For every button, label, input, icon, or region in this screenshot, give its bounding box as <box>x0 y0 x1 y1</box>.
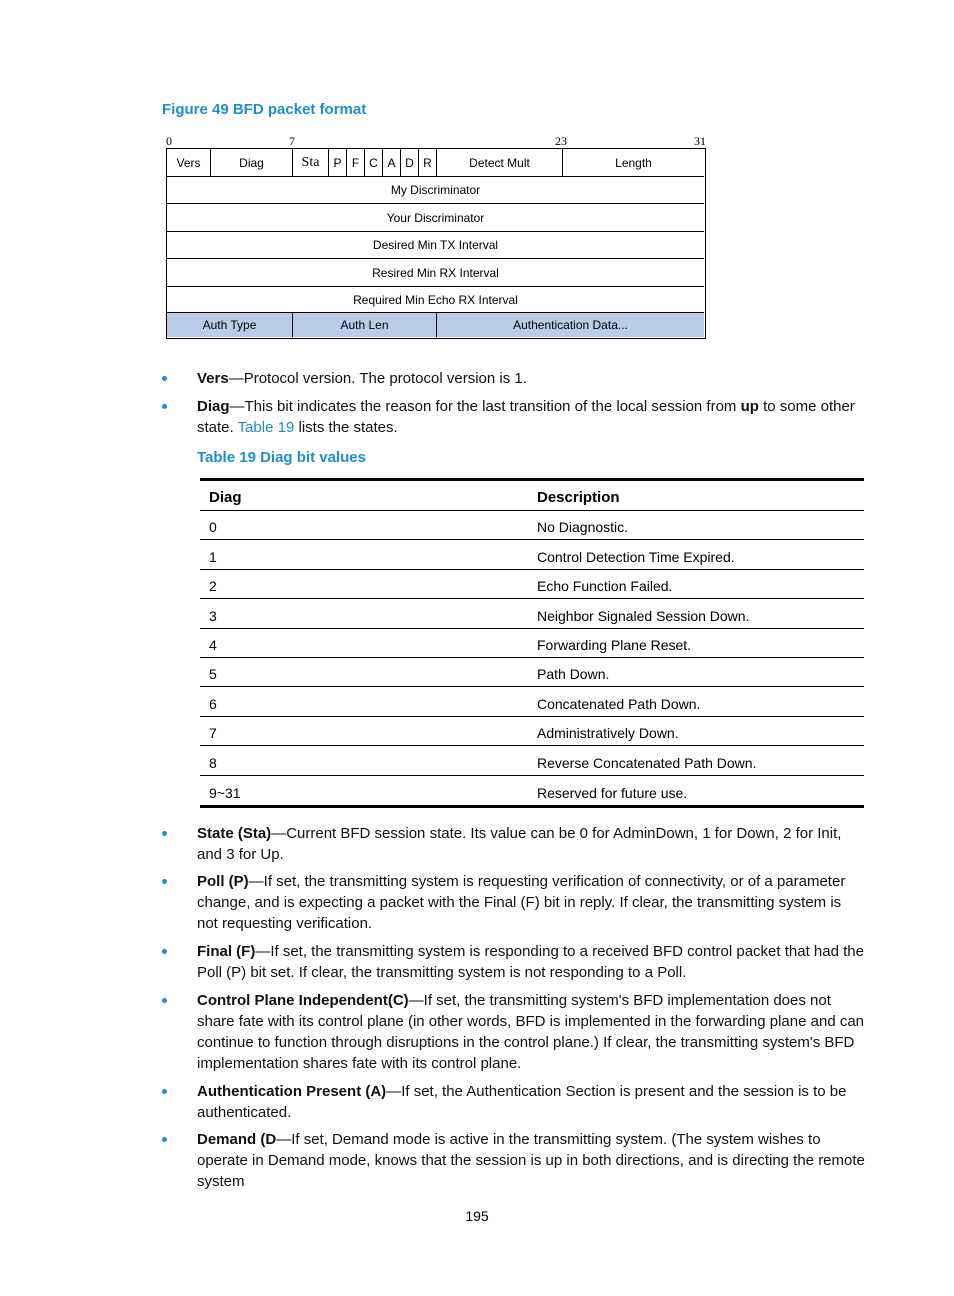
table-row: 7 Administratively Down. <box>200 717 864 746</box>
bullet-final: Final (F)—If set, the transmitting system is responding to a received BFD control packet that had the Poll (P) bit set. If clear, the transmitting system is not responding to a Poll. <box>197 943 864 981</box>
bfd-packet-diagram <box>166 148 706 339</box>
field-vers: Vers <box>167 149 211 177</box>
field-your-discriminator: Your Discriminator <box>167 204 704 232</box>
bullet-icon <box>162 879 167 884</box>
bullet-poll: Poll (P)—If set, the transmitting system is requesting verification of connectivity, or of a parameter change, and is expecting a packet with the Final (F) bit in reply. If clear, the transmitting system is not requesting verification. <box>197 873 846 932</box>
table-row: 8 Reverse Concatenated Path Down. <box>200 746 864 775</box>
table-title: Table 19 Diag bit values <box>197 449 366 466</box>
bit-label-23: 23 <box>555 134 567 148</box>
bullet-vers: Vers—Protocol version. The protocol version is 1. <box>197 370 527 387</box>
bit-label-0: 0 <box>166 134 172 148</box>
field-r: R <box>419 149 437 177</box>
bullet-auth-present: Authentication Present (A)—If set, the Authentication Section is present and the session is to be authenticated. <box>197 1083 847 1121</box>
field-auth-type: Auth Type <box>167 313 293 337</box>
field-diag: Diag <box>211 149 293 177</box>
table-row: 9~31 Reserved for future use. <box>209 784 688 801</box>
field-a: A <box>383 149 401 177</box>
field-sta: Sta <box>293 149 329 177</box>
table-row: 2 Echo Function Failed. <box>200 570 864 599</box>
bullet-icon <box>162 1089 167 1094</box>
bullet-diag: Diag—This bit indicates the reason for the last transition of the local session from up to some other state. Table 19 lists the states. <box>197 398 855 436</box>
table-19-link[interactable]: Table 19 <box>237 419 295 436</box>
bullet-icon <box>162 949 167 954</box>
bullet-icon <box>162 1137 167 1142</box>
field-detect-mult: Detect Mult <box>437 149 563 177</box>
header-diag: Diag <box>209 489 242 506</box>
table-row: 3 Neighbor Signaled Session Down. <box>200 599 864 628</box>
field-my-discriminator: My Discriminator <box>167 177 704 204</box>
table-row: 5 Path Down. <box>200 658 864 687</box>
table-row: 0 No Diagnostic. <box>200 511 864 540</box>
field-desired-min-tx: Desired Min TX Interval <box>167 232 704 259</box>
field-p: P <box>329 149 347 177</box>
table-row: 4 Forwarding Plane Reset. <box>200 629 864 658</box>
diag-bit-table <box>200 478 864 808</box>
field-c: C <box>365 149 383 177</box>
table-row: 6 Concatenated Path Down. <box>200 687 864 716</box>
field-f: F <box>347 149 365 177</box>
bullet-icon <box>162 376 167 381</box>
field-d: D <box>401 149 419 177</box>
bullet-icon <box>162 831 167 836</box>
page-number: 195 <box>465 1208 489 1224</box>
field-auth-data: Authentication Data... <box>437 313 704 337</box>
table-header-row <box>200 481 864 511</box>
field-auth-len: Auth Len <box>293 313 437 337</box>
field-length: Length <box>563 149 704 177</box>
figure-title: Figure 49 BFD packet format <box>162 101 367 118</box>
field-required-min-rx: Resired Min RX Interval <box>167 259 704 287</box>
table-row: 1 Control Detection Time Expired. <box>200 540 864 569</box>
header-description: Description <box>537 489 620 506</box>
bit-label-31: 31 <box>694 134 706 148</box>
field-required-min-echo-rx: Required Min Echo RX Interval <box>167 287 704 313</box>
bullet-icon <box>162 998 167 1003</box>
bullet-demand: Demand (D—If set, Demand mode is active in the transmitting system. (The system wishes to operate in Demand mode, knows that the session is up in both directions, and is directing the remote system <box>197 1131 865 1190</box>
bullet-icon <box>162 404 167 409</box>
bullet-control-plane: Control Plane Independent(C)—If set, the transmitting system's BFD implementation does not share fate with its control plane (in other words, BFD is implemented in the forwarding plane and can continue to function through disruptions in the control plane.) If clear, the transmitting system's BFD implementation shares fate with its control plane. <box>197 992 865 1072</box>
bit-label-7: 7 <box>289 134 295 148</box>
bullet-state: State (Sta)—Current BFD session state. Its value can be 0 for AdminDown, 1 for Down, 2 for Init, and 3 for Up. <box>197 825 842 863</box>
